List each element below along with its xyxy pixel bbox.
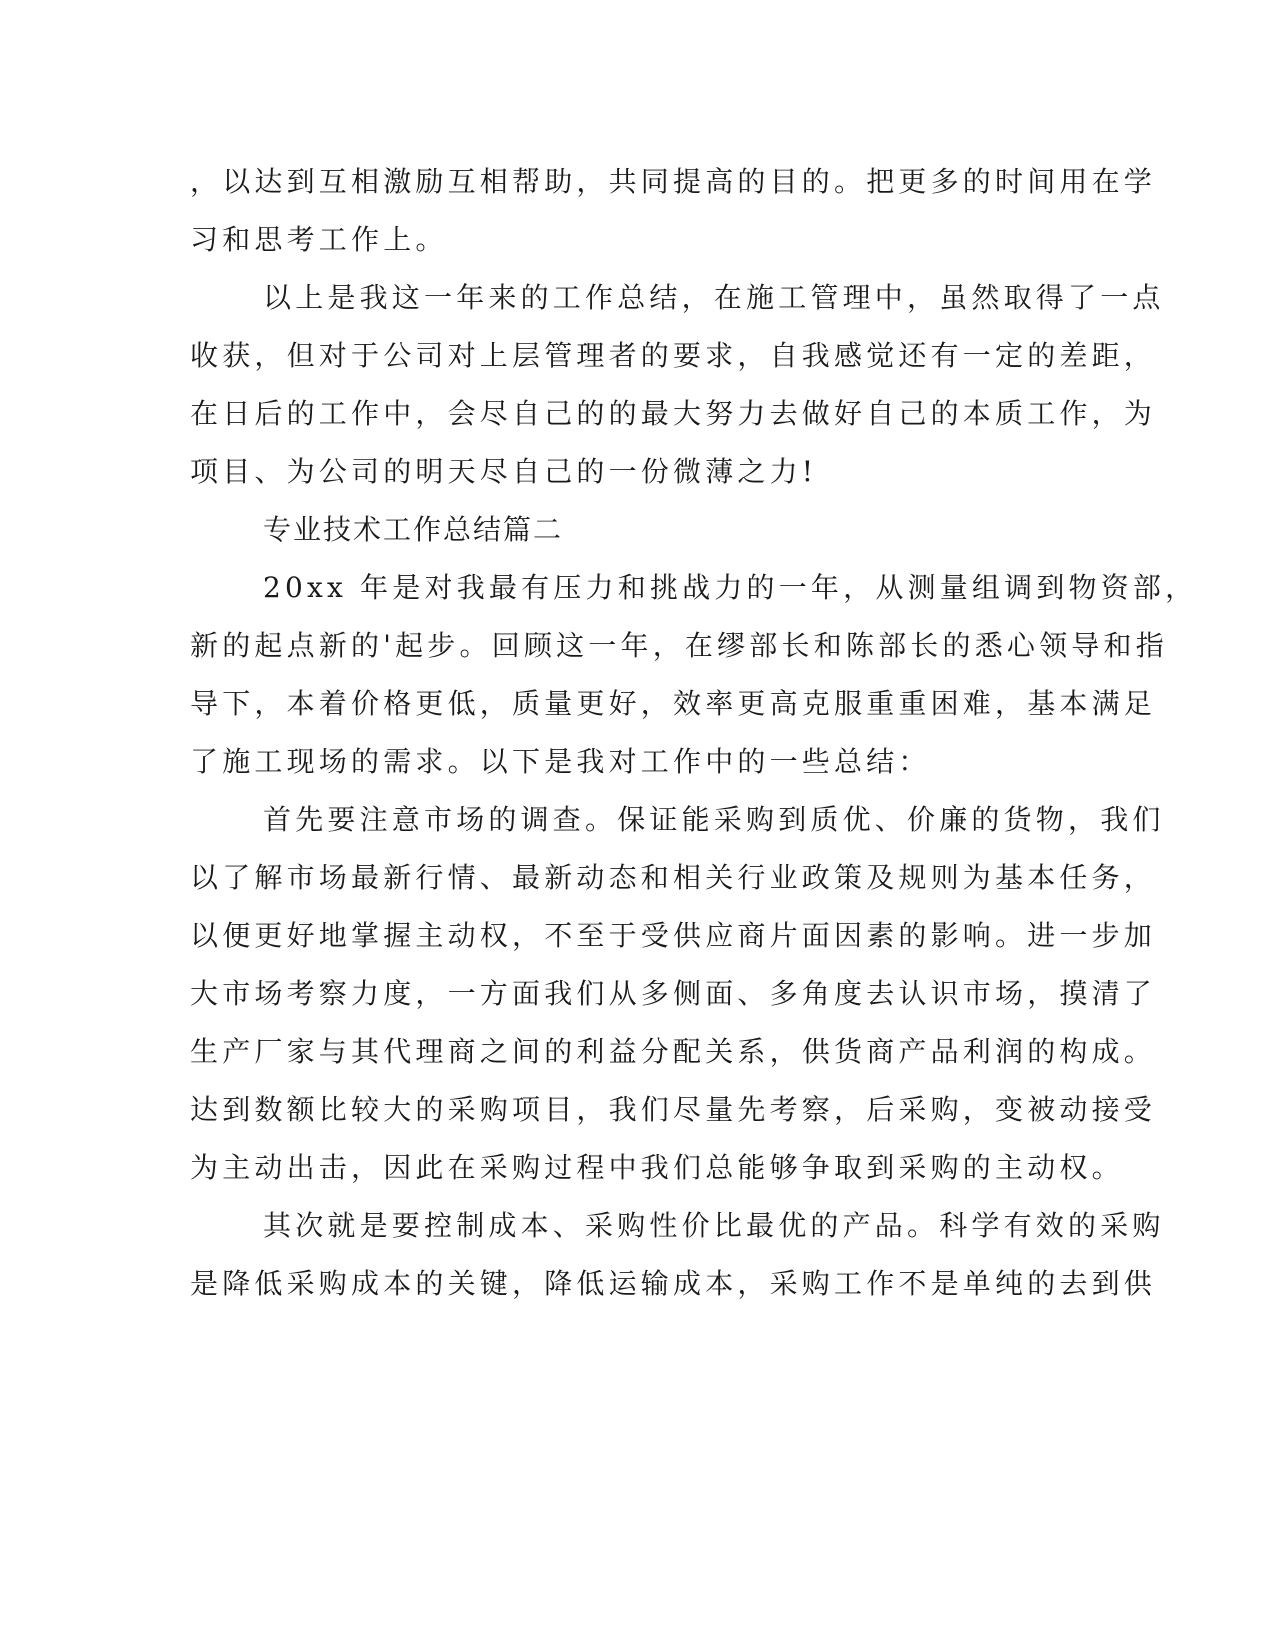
text-line: ，以达到互相激励互相帮助，共同提高的目的。把更多的时间用在学 xyxy=(190,165,1157,198)
text-line: 习和思考工作上。 xyxy=(190,223,448,256)
text-line: 了施工现场的需求。以下是我对工作中的一些总结： xyxy=(190,745,931,778)
text-line: 是降低采购成本的关键，降低运输成本，采购工作不是单纯的去到供 xyxy=(190,1267,1157,1300)
text-line: 以便更好地掌握主动权，不至于受供应商片面因素的影响。进一步加 xyxy=(190,919,1157,952)
text-line: 项目、为公司的明天尽自己的一份微薄之力! xyxy=(190,455,818,488)
text-line: 在日后的工作中，会尽自己的的最大努力去做好自己的本质工作，为 xyxy=(190,397,1157,430)
paragraph-start: 首先要注意市场的调查。保证能采购到质优、价廉的货物，我们 xyxy=(263,803,1165,836)
text-line: 以了解市场最新行情、最新动态和相关行业政策及规则为基本任务， xyxy=(190,861,1157,894)
text-line: 为主动出击，因此在采购过程中我们总能够争取到采购的主动权。 xyxy=(190,1151,1124,1184)
section-heading: 专业技术工作总结篇二 xyxy=(263,513,564,546)
text-line: 大市场考察力度，一方面我们从多侧面、多角度去认识市场，摸清了 xyxy=(190,977,1157,1010)
text-line: 收获，但对于公司对上层管理者的要求，自我感觉还有一定的差距， xyxy=(190,339,1157,372)
text-line: 新的起点新的'起步。回顾这一年，在缪部长和陈部长的悉心领导和指 xyxy=(190,629,1168,662)
text-line: 导下，本着价格更低，质量更好，效率更高克服重重困难，基本满足 xyxy=(190,687,1157,720)
paragraph-start: 以上是我这一年来的工作总结，在施工管理中，虽然取得了一点 xyxy=(263,281,1165,314)
paragraph-start: 其次就是要控制成本、采购性价比最优的产品。科学有效的采购 xyxy=(263,1209,1165,1242)
paragraph-start: 20xx 年是对我最有压力和挑战力的一年，从测量组调到物资部， xyxy=(263,571,1198,604)
text-line: 生产厂家与其代理商之间的利益分配关系，供货商产品利润的构成。 xyxy=(190,1035,1157,1068)
text-line: 达到数额比较大的采购项目，我们尽量先考察，后采购，变被动接受 xyxy=(190,1093,1157,1126)
